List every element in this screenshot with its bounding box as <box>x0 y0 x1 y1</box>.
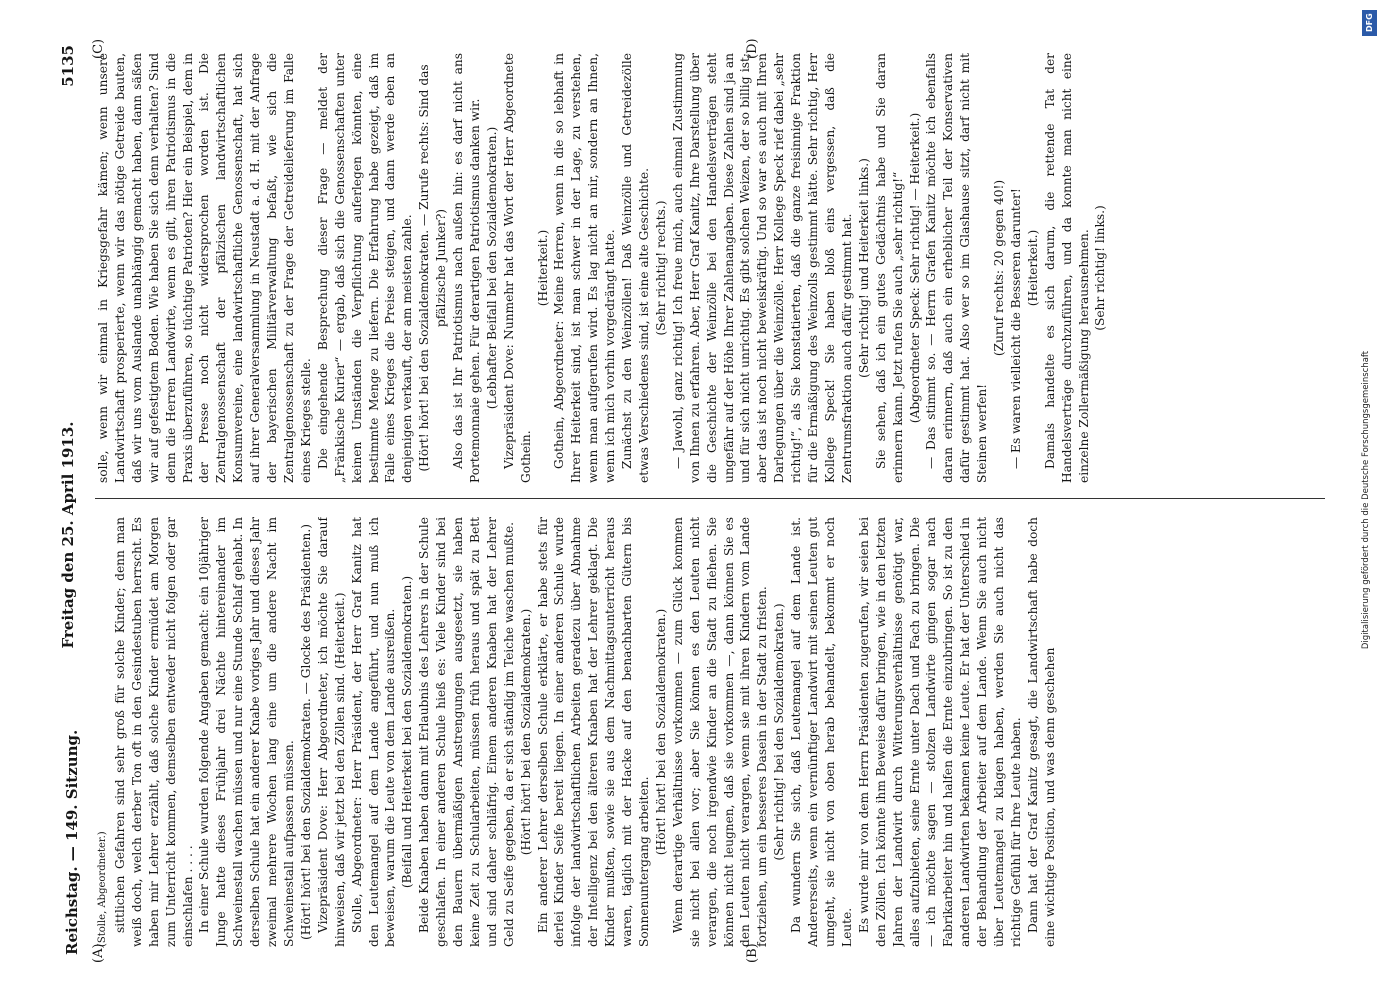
text-paragraph: Ein anderer Lehrer derselben Schule erklärte, er habe stets für derlei Kinder Seife bereit liegen. In einer anderen Schule wurde infolge der landwirtschaftlichen Arbeiten geradezu über Abnahme der Intelligenz bei den älteren Knaben hat der Lehrer geklagt. Die Kinder mußten, sowie sie aus dem Nachmittagsunterricht heraus waren, täglich mit der Hacke auf den benachbarten Gütern bis Sonnenuntergang arbeiten. <box>535 517 651 947</box>
text-paragraph: Zunächst zu den Weinzöllen! Daß Weinzölle und Getreidezölle etwas Verschiedenes sind, ist eine alte Geschichte. <box>620 53 651 483</box>
interjection: (Sehr richtig! links.) <box>1093 205 1108 331</box>
column-divider <box>95 498 1325 499</box>
newspaper-page <box>55 35 1335 965</box>
page-number: 5135 <box>59 45 77 87</box>
interjection: (Hört! hört! bei den Sozialdemokraten. — Zurufe rechts: Sind das pfälzische Junker?) <box>417 64 449 472</box>
text-paragraph: Dann hat der Graf Kanitz gesagt, die Landwirtschaft habe doch eine wichtige Position, und was denn geschehen <box>1025 517 1057 947</box>
text-paragraph: Da wundern Sie sich, daß Leutemangel auf dem Lande ist. Andererseits, wenn ein vernünftiger Landwirt mit seinen Leuten gut umgeht, sie nicht von oben herab behandelt, bekommt er noch Leute. <box>789 517 854 947</box>
interjection: (Abgeordneter Speck: Sehr richtig! — Heiterkeit.) <box>907 112 922 424</box>
margin-marker-d: (D) <box>745 38 760 59</box>
interjection: (Sehr richtig! bei den Sozialdemokraten.) <box>772 603 787 861</box>
interjection: (Hört! hört! bei den Sozialdemokraten. — Glocke des Präsidenten.) <box>298 523 313 941</box>
text-paragraph: sittlichen Gefahren sind sehr groß für solche Kinder; denn man weiß doch, welch derber Ton oft in den Gesindestuben herrscht. Es haben mir Lehrer erzählt, daß solche Kinder ermüdet am Morgen zum Unterricht kommen, demselben entweder nicht folgen oder gar einschlafen . . . . <box>112 517 195 947</box>
left-column <box>95 517 1320 947</box>
interjection: (Hört! hört! bei den Sozialdemokraten.) <box>653 608 668 856</box>
text-paragraph: — Das stimmt so. — Herrn Grafen Kanitz möchte ich ebenfalls daran erinnern, daß auch ein erheblicher Teil der Konservativen dafür gestimmt hat. Also wer so im Glashause sitzt, darf nicht mit Steinen werfen! <box>924 53 990 483</box>
text-paragraph: — Jawohl, ganz richtig! Ich freue mich, auch einmal Zustimmung von Ihnen zu erfahren. Aber, Herr Graf Kanitz, Ihre Darstellung über die Geschichte der Weinzölle bei den Handelsverträgen steht ungefähr auf der Höhe Ihrer Zahlenangaben. Diese Zahlen sind ja an und für sich nicht unrichtig. Es gibt solchen Weizen, der so billig ist; aber das ist noch nicht beweiskräftig. Und so war es auch mit Ihren Darlegungen über die Weinzölle. Herr Kollege Speck rief dabei „sehr richtig!“, als Sie konstatierten, daß die ganze freisinnige Fraktion für die Ermäßigung des Weinzolls gestimmt hätte. Sehr richtig, Herr Kollege Speck! Sie haben bloß eins vergessen, daß die Zentrumsfraktion auch dafür gestimmt hat. <box>670 53 854 483</box>
text-paragraph: Also das ist Ihr Patriotismus nach außen hin: es darf nicht ans Portemonnaie gehen. Für derartigen Patriotismus danken wir. <box>451 53 482 483</box>
text-paragraph: Die eingehende Besprechung dieser Frage — meldet der „Fränkische Kurier“ — ergab, daß sich die Genossenschaften unter keinen Umständen die Verpflichtung auferlegen könnten, eine bestimmte Menge zu liefern. Die Erfahrung habe gezeigt, daß im Falle eines Krieges die Preise steigen, und dann werde eben an denjenigen verkauft, der am meisten zahle. <box>315 53 415 483</box>
margin-marker-c: (C) <box>91 38 106 59</box>
right-column <box>95 53 1320 483</box>
margin-marker-b: (B) <box>745 943 760 963</box>
interjection: (Zuruf rechts: 20 gegen 40!) <box>992 179 1007 357</box>
margin-marker-a: (A) <box>91 943 106 963</box>
interjection: (Sehr richtig! rechts.) <box>653 200 668 336</box>
text-paragraph: — Es waren vielleicht die Besseren darunter! <box>1008 188 1023 469</box>
header-session-title: Reichstag. — 149. Sitzung. <box>63 729 81 955</box>
page-header <box>55 35 91 965</box>
text-paragraph: solle, wenn wir einmal in Kriegsgefahr kämen; wenn unsere Landwirtschaft prosperierte, wenn wir das nötige Getreide bauten, daß wir uns vom Auslande unabhängig gemacht haben, dann säßen wir auf gefestigtem Boden. Wie haben Sie sich denn verhalten? Sind denn die Herren Landwirte, wenn es gilt, ihren Patriotismus in die Praxis überzuführen, so tüchtige Patrioten? Hier ein Beispiel, dem in der Presse noch nicht widersprochen worden ist. Die Zentralgenossenschaft der pfälzischen landwirtschaftlichen Konsumvereine, eine landwirtschaftliche Genossenschaft, hat sich auf ihrer Generalversammlung in Neustadt a. d. H. mit der Anfrage der bayerischen Militärverwaltung befaßt, wie sich die Zentralgenossenschaft zu der Frage der Getreidelieferung im Falle eines Krieges stelle. <box>96 53 313 483</box>
text-paragraph: Es wurde mir von dem Herrn Präsidenten zugerufen, wir seien bei den Zöllen. Ich könnte ihm Beweise dafür bringen, wie in den letzten Jahren der Landwirt durch Witterungsverhältnisse genötigt war, alles aufzubieten, seine Ernte unter Dach und Fach zu bringen. Die — ich möchte sagen — stolzen Landwirte gingen sogar nach Fabrikarbeiter hin und halfen die Ernte einzubringen. So ist zu den anderen Landwirten bekamen keine Leute. Er hat der Unterschied in der Behandlung der Arbeiter auf dem Lande. Wenn Sie auch nicht über Leutemangel zu klagen haben, werden Sie auch nicht das richtige Gefühl für Ihre Leute haben. <box>856 517 1023 947</box>
interjection: (Hört! hört! bei den Sozialdemokraten.) <box>518 608 533 856</box>
text-paragraph: Vizepräsident Dove: Nunmehr hat das Wort der Herr Abgeordnete Gothein. <box>501 53 533 483</box>
text-paragraph: Vizepräsident Dove: Herr Abgeordneter, ich möchte Sie darauf hinweisen, daß wir jetzt bei den Zöllen sind. (Heiterkeit.) <box>315 517 347 947</box>
text-paragraph: In einer Schule wurden folgende Angaben gemacht: ein 10jähriger Junge hatte dieses Frühjahr drei Nächte hintereinander im Schweinestall wachen müssen und nur eine Stunde Schlaf gehabt. In derselben Schule hat ein anderer Knabe voriges Jahr und dieses Jahr zweimal mehrere Wochen lang eine um die andere Nacht im Schweinestall aufpassen müssen. <box>197 517 296 947</box>
interjection: (Lebhafter Beifall bei den Sozialdemokraten.) <box>484 126 499 410</box>
dfg-logo: DFG <box>1362 10 1377 36</box>
interjection: (Beifall und Heiterkeit bei den Sozialdemokraten.) <box>400 575 415 889</box>
text-paragraph: Wenn derartige Verhältnisse vorkommen — zum Glück kommen sie nicht bei allen vor; aber Sie können es den Leuten nicht verargen, die noch irgendwie Kinder an die Stadt zu fliehen. Sie können nicht leugnen, daß sie vorkommen —, dann können Sie es den Leuten nicht verargen, wenn sie mit ihren Kindern vom Lande fortziehen, um ein besseres Dasein in der Stadt zu fristen. <box>670 517 770 947</box>
text-paragraph: Damals handelte es sich darum, die rettende Tat der Handelsverträge durchzuführen, und da konnte man nicht eine einzelne Zollermäßigung herausnehmen. <box>1042 53 1091 483</box>
digitization-credit: Digitalisierung gefördert durch die Deutsche Forschungsgemeinschaft <box>1361 350 1371 650</box>
interjection: (Heiterkeit.) <box>535 229 550 307</box>
header-date: Freitag den 25. April 1913. <box>59 421 77 649</box>
text-paragraph: Sie sehen, daß ich ein gutes Gedächtnis habe und Sie daran erinnern kann. Jetzt rufen Sie auch „sehr richtig!“ <box>873 53 905 483</box>
text-paragraph: Stolle, Abgeordneter: Herr Präsident, der Herr Graf Kanitz hat den Leutemangel auf dem Lande angeführt, und nun muß ich beweisen, warum die Leute von dem Lande ausreißen. <box>349 517 398 947</box>
text-paragraph: Gothein, Abgeordneter: Meine Herren, wenn in die so lebhaft in Ihrer Heiterkeit sind, ist man schwer in der Lage, zu verstehen, wenn man aufgerufen wird. Es lag nicht an mir, sondern an Ihnen, wenn ich mich vorhin vorgedrängt hatte. <box>552 53 618 483</box>
speaker-tag: (Stolle, Abgeordneter.) <box>97 831 108 947</box>
interjection: (Sehr richtig! und Heiterkeit links.) <box>856 158 871 378</box>
text-paragraph: Beide Knaben haben dann mit Erlaubnis des Lehrers in der Schule geschlafen. In einer anderen Schule hieß es: Viele Kinder sind bei den Bauern übermäßigen Anstrengungen ausgesetzt, sie haben keine Zeit zu Schularbeiten, müssen früh heraus und spät zu Bett und sind daher schläfrig. Einem anderen Knaben hat der Lehrer Geld zu Seife gegeben, da er sich ständig im Teiche waschen mußte. <box>417 517 516 947</box>
interjection: (Heiterkeit.) <box>1025 229 1040 307</box>
